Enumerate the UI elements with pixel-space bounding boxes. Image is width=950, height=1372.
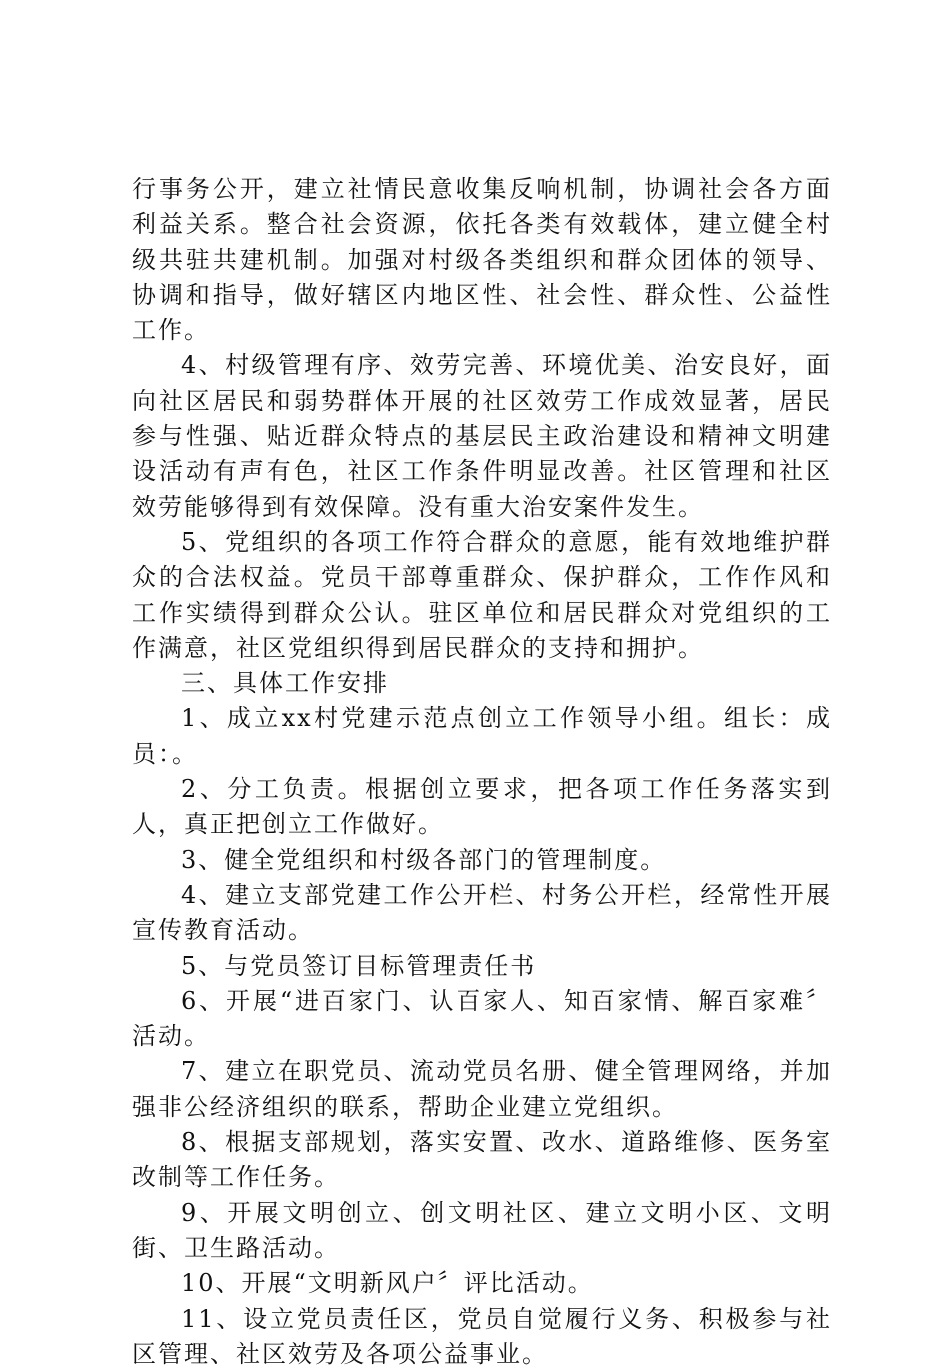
paragraph-continuation: 行事务公开，建立社情民意收集反响机制，协调社会各方面利益关系。整合社会资源，依托各类有效载体，建立健全村级共驻共建机制。加强对村级各类组织和群众团体的领导、协调和指导，做好辖区内地区性、社会性、群众性、公益性工作。 <box>132 172 832 348</box>
list-item-3: 3、健全党组织和村级各部门的管理制度。 <box>132 843 832 878</box>
list-item-10: 10、开展“文明新风户〞评比活动。 <box>132 1266 832 1301</box>
list-item-6: 6、开展“进百家门、认百家人、知百家情、解百家难〞活动。 <box>132 984 832 1055</box>
list-item-11: 11、设立党员责任区，党员自觉履行义务、积极参与社区管理、社区效劳及各项公益事业。 <box>132 1302 832 1372</box>
paragraph-item-5: 5、党组织的各项工作符合群众的意愿，能有效地维护群众的合法权益。党员干部尊重群众、保护群众，工作作风和工作实绩得到群众公认。驻区单位和居民群众对党组织的工作满意，社区党组织得到居民群众的支持和拥护。 <box>132 525 832 666</box>
list-item-7: 7、建立在职党员、流动党员名册、健全管理网络，并加强非公经济组织的联系，帮助企业建立党组织。 <box>132 1054 832 1125</box>
list-item-9: 9、开展文明创立、创文明社区、建立文明小区、文明街、卫生路活动。 <box>132 1196 832 1267</box>
list-item-5: 5、与党员签订目标管理责任书 <box>132 949 832 984</box>
document-body <box>132 172 832 1372</box>
list-item-2: 2、分工负责。根据创立要求，把各项工作任务落实到人，真正把创立工作做好。 <box>132 772 832 843</box>
paragraph-item-4: 4、村级管理有序、效劳完善、环境优美、治安良好，面向社区居民和弱势群体开展的社区效劳工作成效显著，居民参与性强、贴近群众特点的基层民主政治建设和精神文明建设活动有声有色，社区工作条件明显改善。社区管理和社区效劳能够得到有效保障。没有重大治安案件发生。 <box>132 348 832 524</box>
section-heading: 三、具体工作安排 <box>132 666 832 701</box>
list-item-1: 1、成立xx村党建示范点创立工作领导小组。组长：成员：。 <box>132 701 832 772</box>
list-item-8: 8、根据支部规划，落实安置、改水、道路维修、医务室改制等工作任务。 <box>132 1125 832 1196</box>
list-item-4: 4、建立支部党建工作公开栏、村务公开栏，经常性开展宣传教育活动。 <box>132 878 832 949</box>
